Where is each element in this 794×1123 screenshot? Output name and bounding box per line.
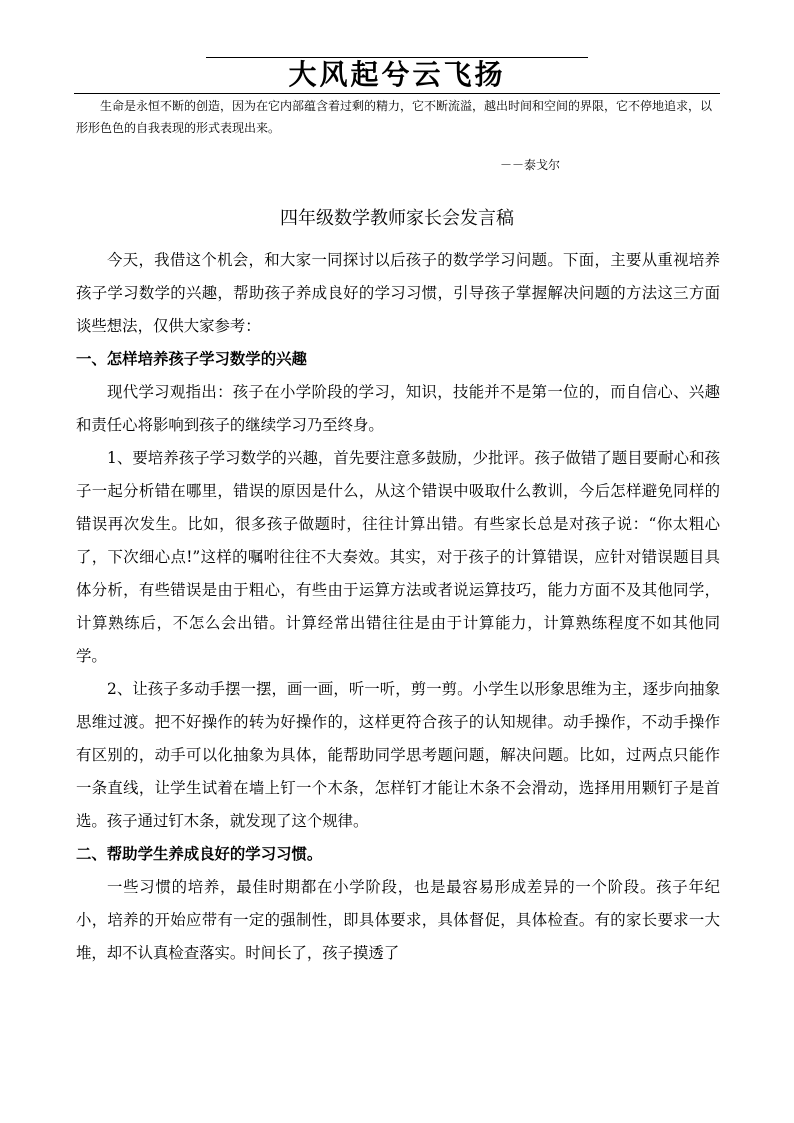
- section-2-paragraph-1: 一些习惯的培养，最佳时期都在小学阶段，也是最容易形成差异的一个阶段。孩子年纪小，培养的开始应带有一定的强制性，即具体要求，具体督促，具体检查。有的家长要求一大堆，却不认真检查落实。时间长了，孩子摸透了: [76, 878, 720, 962]
- intro-paragraph: 今天，我借这个机会，和大家一同探讨以后孩子的数学学习问题。下面，主要从重视培养孩子学习数学的兴趣，帮助孩子养成良好的学习习惯，引导孩子掌握解决问题的方法这三方面谈些想法，仅供大家参考：: [76, 251, 720, 335]
- header-bottom-rule: [74, 93, 720, 94]
- section-1-heading: 一、怎样培养孩子学习数学的兴趣: [76, 350, 307, 368]
- epigraph-author: －－泰戈尔: [500, 158, 561, 172]
- section-1-paragraph-3: 2、让孩子多动手摆一摆，画一画，听一听，剪一剪。小学生以形象思维为主，逐步向抽象思维过渡。把不好操作的转为好操作的，这样更符合孩子的认知规律。动手操作，不动手操作有区别的，动手可以化抽象为具体，能帮助同学思考题问题，解决问题。比如，过两点只能作一条直线，让学生试着在墙上钉一个木条，怎样钉才能让木条不会滑动，选择用用颗钉子是首选。孩子通过钉木条，就发现了这个规律。: [76, 680, 720, 830]
- section-1-paragraph-2: 1、要培养孩子学习数学的兴趣，首先要注意多鼓励，少批评。孩子做错了题目要耐心和孩子一起分析错在哪里，错误的原因是什么，从这个错误中吸取什么教训，今后怎样避免同样的错误再次发生。比如，很多孩子做题时，往往计算出错。有些家长总是对孩子说：“你太粗心了，下次细心点!”这样的嘱咐往往不大奏效。其实，对于孩子的计算错误，应针对错误题目具体分析，有些错误是由于粗心，有些由于运算方法或者说运算技巧，能力方面不及其他同学，计算熟练后，不怎么会出错。计算经常出错往往是由于计算能力，计算熟练程度不如其他同学。: [76, 449, 720, 665]
- document-body: [76, 244, 720, 970]
- epigraph-quote: 生命是永恒不断的创造，因为在它内部蕴含着过剩的精力，它不断流溢，越出时间和空间的界限，它不停地追求，以形形色色的自我表现的形式表现出来。: [76, 99, 713, 135]
- document-title: 四年级数学教师家长会发言稿: [280, 208, 514, 229]
- section-2-heading: 二、帮助学生养成良好的学习习惯。: [76, 845, 323, 863]
- section-1-paragraph-1: 现代学习观指出：孩子在小学阶段的学习，知识，技能并不是第一位的，而自信心、兴趣和责任心将影响到孩子的继续学习乃至终身。: [76, 383, 720, 434]
- header-title: 大风起兮云飞扬: [288, 58, 506, 91]
